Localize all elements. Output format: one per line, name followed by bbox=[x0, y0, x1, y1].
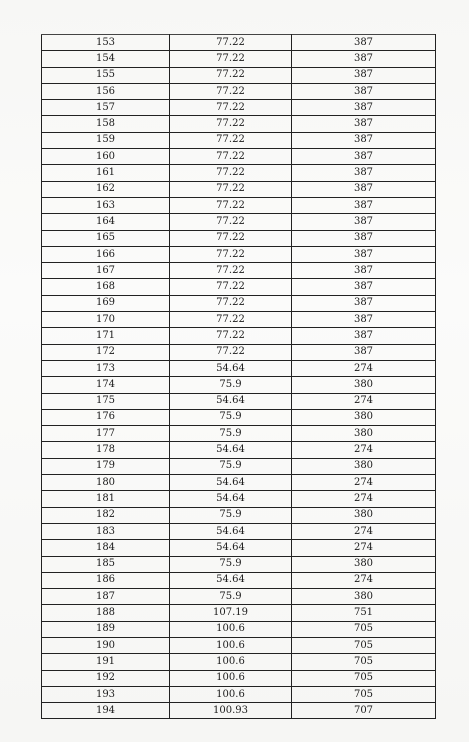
row-number-cell: 192 bbox=[42, 670, 170, 686]
table-row bbox=[42, 670, 436, 686]
table-row bbox=[42, 214, 436, 230]
table-row bbox=[42, 312, 436, 328]
row-number-cell: 177 bbox=[42, 426, 170, 442]
table-row bbox=[42, 703, 436, 719]
row-number-cell: 161 bbox=[42, 165, 170, 181]
table-row bbox=[42, 328, 436, 344]
value-cell: 107.19 bbox=[170, 605, 292, 621]
amount-cell: 274 bbox=[292, 393, 436, 409]
amount-cell: 705 bbox=[292, 686, 436, 702]
table-row bbox=[42, 344, 436, 360]
value-cell: 100.93 bbox=[170, 703, 292, 719]
row-number-cell: 176 bbox=[42, 409, 170, 425]
value-cell: 54.64 bbox=[170, 491, 292, 507]
value-cell: 75.9 bbox=[170, 589, 292, 605]
amount-cell: 387 bbox=[292, 100, 436, 116]
value-cell: 75.9 bbox=[170, 409, 292, 425]
amount-cell: 387 bbox=[292, 295, 436, 311]
row-number-cell: 191 bbox=[42, 654, 170, 670]
table-row bbox=[42, 475, 436, 491]
value-cell: 100.6 bbox=[170, 654, 292, 670]
row-number-cell: 154 bbox=[42, 51, 170, 67]
amount-cell: 705 bbox=[292, 637, 436, 653]
row-number-cell: 181 bbox=[42, 491, 170, 507]
row-number-cell: 167 bbox=[42, 263, 170, 279]
row-number-cell: 169 bbox=[42, 295, 170, 311]
amount-cell: 387 bbox=[292, 67, 436, 83]
value-cell: 77.22 bbox=[170, 51, 292, 67]
table-body bbox=[42, 35, 436, 719]
table-row bbox=[42, 426, 436, 442]
row-number-cell: 153 bbox=[42, 35, 170, 51]
table-row bbox=[42, 360, 436, 376]
value-cell: 100.6 bbox=[170, 670, 292, 686]
row-number-cell: 166 bbox=[42, 246, 170, 262]
value-cell: 75.9 bbox=[170, 377, 292, 393]
table-row bbox=[42, 83, 436, 99]
row-number-cell: 157 bbox=[42, 100, 170, 116]
table-row bbox=[42, 181, 436, 197]
value-cell: 77.22 bbox=[170, 263, 292, 279]
value-cell: 77.22 bbox=[170, 312, 292, 328]
row-number-cell: 174 bbox=[42, 377, 170, 393]
row-number-cell: 158 bbox=[42, 116, 170, 132]
table-row bbox=[42, 51, 436, 67]
amount-cell: 387 bbox=[292, 149, 436, 165]
data-table bbox=[41, 34, 436, 719]
value-cell: 77.22 bbox=[170, 35, 292, 51]
table-row bbox=[42, 35, 436, 51]
amount-cell: 380 bbox=[292, 458, 436, 474]
amount-cell: 387 bbox=[292, 246, 436, 262]
table-row bbox=[42, 149, 436, 165]
row-number-cell: 186 bbox=[42, 572, 170, 588]
value-cell: 77.22 bbox=[170, 165, 292, 181]
value-cell: 54.64 bbox=[170, 475, 292, 491]
amount-cell: 705 bbox=[292, 654, 436, 670]
amount-cell: 274 bbox=[292, 442, 436, 458]
value-cell: 77.22 bbox=[170, 83, 292, 99]
amount-cell: 274 bbox=[292, 523, 436, 539]
amount-cell: 387 bbox=[292, 165, 436, 181]
table-row bbox=[42, 132, 436, 148]
value-cell: 75.9 bbox=[170, 458, 292, 474]
row-number-cell: 179 bbox=[42, 458, 170, 474]
value-cell: 77.22 bbox=[170, 328, 292, 344]
row-number-cell: 164 bbox=[42, 214, 170, 230]
row-number-cell: 165 bbox=[42, 230, 170, 246]
value-cell: 54.64 bbox=[170, 360, 292, 376]
row-number-cell: 193 bbox=[42, 686, 170, 702]
value-cell: 75.9 bbox=[170, 556, 292, 572]
amount-cell: 705 bbox=[292, 670, 436, 686]
amount-cell: 387 bbox=[292, 279, 436, 295]
value-cell: 77.22 bbox=[170, 295, 292, 311]
row-number-cell: 183 bbox=[42, 523, 170, 539]
table-row bbox=[42, 377, 436, 393]
table-row bbox=[42, 246, 436, 262]
row-number-cell: 160 bbox=[42, 149, 170, 165]
table-row bbox=[42, 637, 436, 653]
row-number-cell: 187 bbox=[42, 589, 170, 605]
row-number-cell: 163 bbox=[42, 197, 170, 213]
amount-cell: 387 bbox=[292, 132, 436, 148]
value-cell: 54.64 bbox=[170, 393, 292, 409]
value-cell: 54.64 bbox=[170, 540, 292, 556]
table-row bbox=[42, 523, 436, 539]
value-cell: 75.9 bbox=[170, 426, 292, 442]
table-row bbox=[42, 540, 436, 556]
row-number-cell: 156 bbox=[42, 83, 170, 99]
amount-cell: 380 bbox=[292, 409, 436, 425]
value-cell: 77.22 bbox=[170, 214, 292, 230]
table-row bbox=[42, 442, 436, 458]
amount-cell: 705 bbox=[292, 621, 436, 637]
row-number-cell: 155 bbox=[42, 67, 170, 83]
row-number-cell: 188 bbox=[42, 605, 170, 621]
table-row bbox=[42, 67, 436, 83]
amount-cell: 274 bbox=[292, 572, 436, 588]
value-cell: 100.6 bbox=[170, 637, 292, 653]
value-cell: 77.22 bbox=[170, 149, 292, 165]
value-cell: 77.22 bbox=[170, 132, 292, 148]
table-row bbox=[42, 165, 436, 181]
table-row bbox=[42, 263, 436, 279]
row-number-cell: 194 bbox=[42, 703, 170, 719]
amount-cell: 387 bbox=[292, 197, 436, 213]
row-number-cell: 180 bbox=[42, 475, 170, 491]
amount-cell: 387 bbox=[292, 116, 436, 132]
table-row bbox=[42, 572, 436, 588]
row-number-cell: 189 bbox=[42, 621, 170, 637]
amount-cell: 274 bbox=[292, 540, 436, 556]
row-number-cell: 172 bbox=[42, 344, 170, 360]
value-cell: 77.22 bbox=[170, 67, 292, 83]
value-cell: 77.22 bbox=[170, 246, 292, 262]
table-row bbox=[42, 458, 436, 474]
amount-cell: 707 bbox=[292, 703, 436, 719]
amount-cell: 387 bbox=[292, 263, 436, 279]
amount-cell: 387 bbox=[292, 214, 436, 230]
value-cell: 75.9 bbox=[170, 507, 292, 523]
value-cell: 54.64 bbox=[170, 442, 292, 458]
table-row bbox=[42, 100, 436, 116]
row-number-cell: 170 bbox=[42, 312, 170, 328]
table-row bbox=[42, 686, 436, 702]
amount-cell: 274 bbox=[292, 360, 436, 376]
row-number-cell: 190 bbox=[42, 637, 170, 653]
amount-cell: 387 bbox=[292, 51, 436, 67]
amount-cell: 380 bbox=[292, 377, 436, 393]
value-cell: 54.64 bbox=[170, 572, 292, 588]
row-number-cell: 185 bbox=[42, 556, 170, 572]
row-number-cell: 168 bbox=[42, 279, 170, 295]
value-cell: 77.22 bbox=[170, 230, 292, 246]
row-number-cell: 175 bbox=[42, 393, 170, 409]
amount-cell: 751 bbox=[292, 605, 436, 621]
table-row bbox=[42, 197, 436, 213]
table-row bbox=[42, 409, 436, 425]
amount-cell: 380 bbox=[292, 507, 436, 523]
value-cell: 54.64 bbox=[170, 523, 292, 539]
value-cell: 77.22 bbox=[170, 279, 292, 295]
value-cell: 100.6 bbox=[170, 686, 292, 702]
amount-cell: 387 bbox=[292, 312, 436, 328]
table-row bbox=[42, 116, 436, 132]
row-number-cell: 159 bbox=[42, 132, 170, 148]
table-row bbox=[42, 491, 436, 507]
amount-cell: 387 bbox=[292, 328, 436, 344]
table-row bbox=[42, 507, 436, 523]
amount-cell: 274 bbox=[292, 475, 436, 491]
row-number-cell: 171 bbox=[42, 328, 170, 344]
table-row bbox=[42, 621, 436, 637]
amount-cell: 387 bbox=[292, 35, 436, 51]
amount-cell: 387 bbox=[292, 83, 436, 99]
value-cell: 100.6 bbox=[170, 621, 292, 637]
value-cell: 77.22 bbox=[170, 100, 292, 116]
row-number-cell: 178 bbox=[42, 442, 170, 458]
value-cell: 77.22 bbox=[170, 344, 292, 360]
table-row bbox=[42, 295, 436, 311]
table-row bbox=[42, 605, 436, 621]
amount-cell: 387 bbox=[292, 344, 436, 360]
row-number-cell: 162 bbox=[42, 181, 170, 197]
value-cell: 77.22 bbox=[170, 197, 292, 213]
row-number-cell: 173 bbox=[42, 360, 170, 376]
table-row bbox=[42, 589, 436, 605]
table-row bbox=[42, 393, 436, 409]
amount-cell: 380 bbox=[292, 556, 436, 572]
table-row bbox=[42, 654, 436, 670]
amount-cell: 387 bbox=[292, 181, 436, 197]
amount-cell: 387 bbox=[292, 230, 436, 246]
table-row bbox=[42, 556, 436, 572]
amount-cell: 380 bbox=[292, 589, 436, 605]
amount-cell: 380 bbox=[292, 426, 436, 442]
amount-cell: 274 bbox=[292, 491, 436, 507]
row-number-cell: 184 bbox=[42, 540, 170, 556]
row-number-cell: 182 bbox=[42, 507, 170, 523]
value-cell: 77.22 bbox=[170, 116, 292, 132]
table-row bbox=[42, 230, 436, 246]
table-row bbox=[42, 279, 436, 295]
value-cell: 77.22 bbox=[170, 181, 292, 197]
